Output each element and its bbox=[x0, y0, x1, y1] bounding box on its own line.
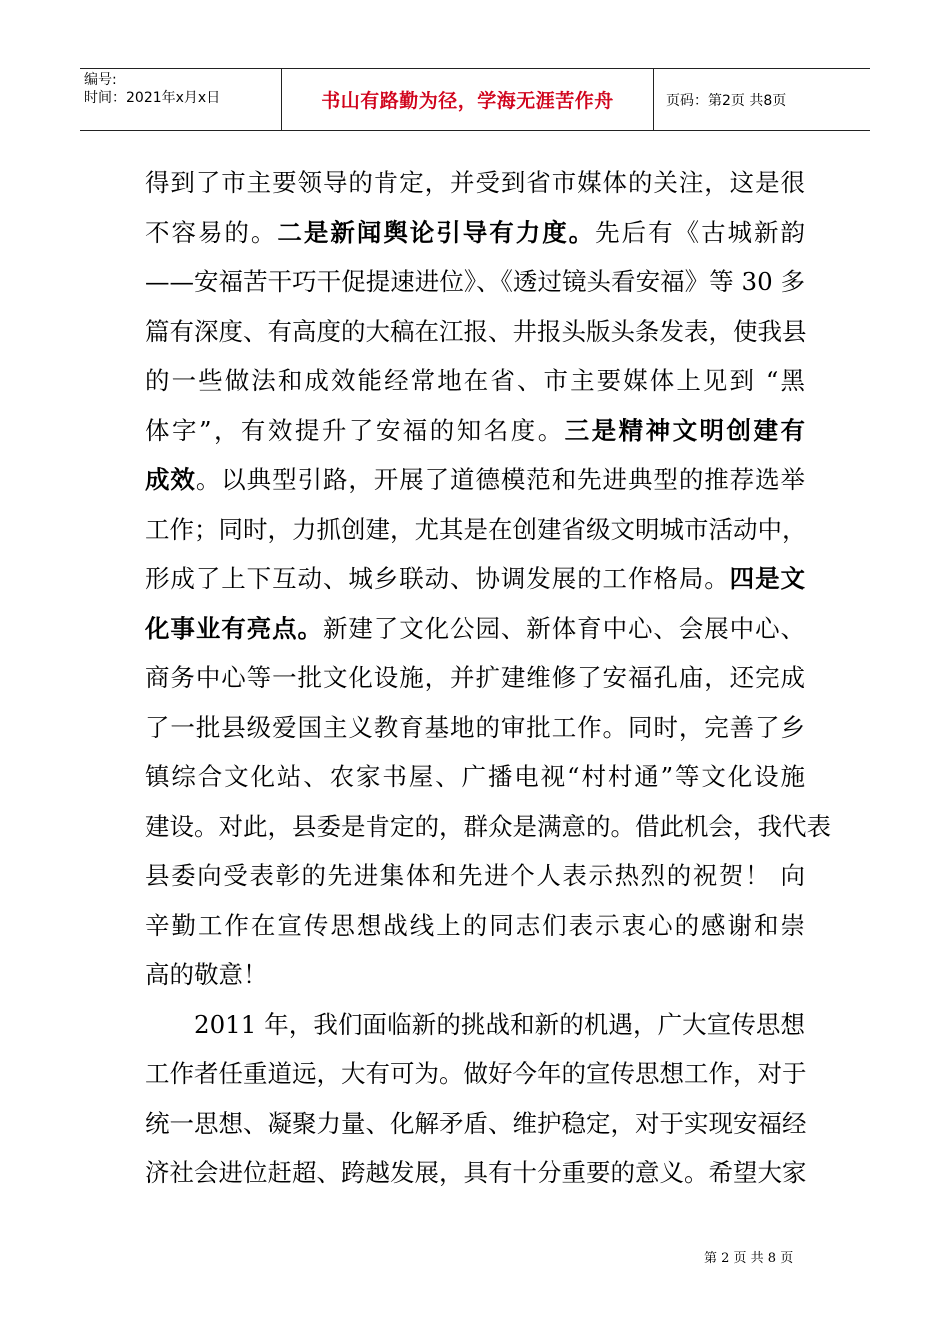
body-line bbox=[145, 604, 805, 654]
body-line: 济社会进位赶超、跨越发展，具有十分重要的意义。希望大家 bbox=[145, 1158, 807, 1187]
body-line: 镇综合文化站、农家书屋、广播电视“村村通”等文化设施 bbox=[145, 762, 805, 791]
body-line: 商务中心等一批文化设施，并扩建维修了安福孔庙，还完成 bbox=[145, 663, 805, 692]
header-page-label: 页码：第2页 共8页 bbox=[666, 92, 787, 109]
body-line: 的一些做法和成效能经常地在省、市主要媒体上见到 “黑 bbox=[145, 366, 805, 395]
body-line bbox=[145, 208, 805, 258]
text-run: 新建了文化公园、新体育中心、会展中心、 bbox=[322, 613, 806, 643]
bold-heading: 三是精神文明创建有 bbox=[564, 415, 805, 445]
text-run: 。以典型引路，开展了道德模范和先进典型的推荐选举 bbox=[195, 465, 806, 494]
body-line: 高的敬意！ bbox=[145, 960, 268, 989]
body-line bbox=[145, 406, 805, 456]
document-time-label: 时间：2021年x月x日 bbox=[84, 90, 221, 106]
bold-heading: 成效 bbox=[145, 465, 196, 494]
bold-heading: 四是文 bbox=[729, 564, 806, 593]
body-line: 工作；同时，力抓创建，尤其是在创建省级文明城市活动中， bbox=[145, 514, 807, 544]
body-line: 辛勤工作在宣传思想战线上的同志们表示衷心的感谢和崇 bbox=[145, 910, 805, 940]
body-line: 工作者任重道远，大有可为。做好今年的宣传思想工作，对于 bbox=[145, 1059, 807, 1088]
body-line bbox=[145, 554, 805, 604]
header-motto: 书山有路勤为径，学海无涯苦作舟 bbox=[321, 90, 614, 112]
header-meta bbox=[80, 69, 282, 130]
body-line: 县委向受表彰的先进集体和先进个人表示热烈的祝贺！ 向 bbox=[145, 861, 805, 890]
body-line: ——安福苦干巧干促提速进位》、《透过镜头看安福》等 30 多 bbox=[145, 267, 805, 296]
bold-heading: 化事业有亮点。 bbox=[145, 613, 323, 643]
document-header bbox=[80, 68, 870, 131]
text-run: 先后有《古城新韵 bbox=[595, 217, 806, 247]
document-number-label: 编号: bbox=[84, 72, 117, 88]
header-motto-cell bbox=[282, 69, 654, 130]
body-line: 了一批县级爱国主义教育基地的审批工作。同时，完善了乡 bbox=[145, 712, 805, 742]
page-footer: 第 2 页 共 8 页 bbox=[704, 1251, 794, 1266]
body-line bbox=[145, 455, 805, 505]
body-line: 统一思想、凝聚力量、化解矛盾、维护稳定，对于实现安福经 bbox=[145, 1108, 807, 1138]
bold-heading: 二是新闻舆论引导有力度。 bbox=[277, 217, 596, 247]
header-page-cell bbox=[654, 69, 870, 130]
text-run: 形成了上下互动、城乡联动、协调发展的工作格局。 bbox=[145, 564, 730, 593]
document-body bbox=[145, 158, 831, 1198]
body-line: 篇有深度、有高度的大稿在江报、井报头版头条发表，使我县 bbox=[145, 316, 807, 346]
text-run: 体字”，有效提升了安福的知名度。 bbox=[145, 415, 565, 445]
text-run: 不容易的。 bbox=[145, 217, 278, 247]
body-line: 得到了市主要领导的肯定，并受到省市媒体的关注，这是很 bbox=[145, 168, 805, 197]
body-line: 建设。对此，县委是肯定的，群众是满意的。借此机会，我代表 bbox=[145, 811, 831, 841]
body-line: 2011 年，我们面临新的挑战和新的机遇，广大宣传思想 bbox=[194, 1009, 805, 1039]
